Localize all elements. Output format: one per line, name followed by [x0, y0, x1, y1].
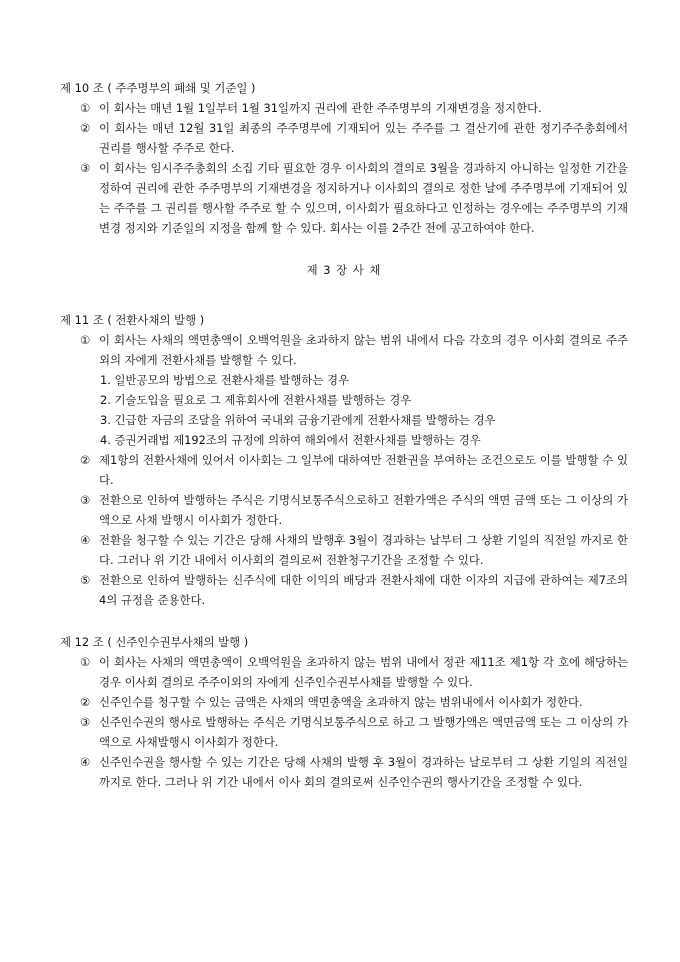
article-12-paragraph-2	[60, 692, 628, 712]
article-10-paragraph-1	[60, 98, 628, 118]
paragraph-text: 신주인수권의 행사로 발행하는 주식은 기명식보통주식으로 하고 그 발행가액은 액면금액 또는 그 이상의 가액으로 사채발행시 이사회가 정한다.	[99, 715, 628, 749]
article-11-item-3: 3. 긴급한 자금의 조달을 위하여 국내외 금융기관에게 전환사채를 발행하는 경우	[100, 413, 496, 427]
article-10-paragraph-2	[60, 118, 628, 158]
paragraph-number: ②	[80, 695, 91, 709]
paragraph-number: ③	[80, 715, 91, 729]
paragraph-number: ①	[80, 333, 91, 347]
paragraph-text: 이 회사는 임시주주총회의 소집 기타 필요한 경우 이사회의 결의로 3월을 경과하지 아니하는 일정한 기간을 정하여 권리에 관한 주주명부의 기재변경을 정지하거나 이사회의 결의로 정한 날에 주주명부에 기재되어 있는 주주를 그 권리를 행사할 주주로 할 수 있으며, 이사회가 필요하다고 인정하는 경우에는 주주명부의 기재변경 정지와 기준일의 지정을 함께 할 수 있다. 회사는 이를 2주간 전에 공고하여야 한다.	[99, 161, 628, 235]
paragraph-text: 이 회사는 사채의 액면총액이 오백억원을 초과하지 않는 범위 내에서 다음 각호의 경우 이사회 결의로 주주외의 자에게 전환사채를 발행할 수 있다.	[99, 333, 628, 367]
article-11-title: 제 11 조 ( 전환사채의 발행 )	[60, 313, 205, 327]
article-11-item-4: 4. 증권거래법 제192조의 규정에 의하여 해외에서 전환사채를 발행하는 경우	[100, 433, 481, 447]
paragraph-number: ③	[80, 161, 91, 175]
paragraph-text: 이 회사는 매년 1월 1일부터 1월 31일까지 권리에 관한 주주명부의 기재변경을 정지한다.	[99, 101, 542, 115]
article-11-paragraph-2	[60, 450, 628, 490]
paragraph-number: ③	[80, 493, 91, 507]
paragraph-number: ②	[80, 121, 91, 135]
article-12-paragraph-3	[60, 712, 628, 752]
paragraph-text: 제1항의 전환사채에 있어서 이사회는 그 일부에 대하여만 전환권을 부여하는 조건으로도 이를 발행할 수 있다.	[99, 453, 628, 487]
article-12-paragraph-4	[60, 752, 628, 792]
paragraph-number: ①	[80, 655, 91, 669]
paragraph-text: 전환으로 인하여 발행하는 주식은 기명식보통주식으로하고 전환가액은 주식의 액면 금액 또는 그 이상의 가액으로 사채 발행시 이사회가 정한다.	[99, 493, 628, 527]
paragraph-text: 이 회사는 사채의 액면총액이 오백억원을 초과하지 않는 범위 내에서 정관 제11조 제1항 각 호에 해당하는 경우 이사회 결의로 주주이외의 자에게 신주인수권부사채를 발행할 수 있다.	[99, 655, 628, 689]
article-11-paragraph-3	[60, 490, 628, 530]
paragraph-text: 신주인수권을 행사할 수 있는 기간은 당해 사채의 발행 후 3월이 경과하는 날로부터 그 상환 기일의 직전일 까지로 한다. 그러나 위 기간 내에서 이사 회의 결의로써 신주인수권의 행사기간을 조정할 수 있다.	[99, 755, 628, 789]
chapter-3-heading: 제 3 장 사 채	[306, 263, 382, 277]
paragraph-number: ②	[80, 453, 91, 467]
section-spacer	[60, 610, 628, 632]
paragraph-number: ⑤	[80, 573, 91, 587]
paragraph-number: ④	[80, 533, 91, 547]
paragraph-number: ①	[80, 101, 91, 115]
article-11-paragraph-4	[60, 530, 628, 570]
paragraph-text: 신주인수를 청구할 수 있는 금액은 사채의 액면총액을 초과하지 않는 범위내에서 이사회가 정한다.	[99, 695, 583, 709]
article-10-title: 제 10 조 ( 주주명부의 폐쇄 및 기준일 )	[60, 81, 256, 95]
paragraph-text: 전환을 청구할 수 있는 기간은 당해 사채의 발행후 3월이 경과하는 날부터 그 상환 기일의 직전일 까지로 한다. 그러나 위 기간 내에서 이사회의 결의로써 전환청구기간을 조정할 수 있다.	[99, 533, 628, 567]
article-11-item-2: 2. 기술도입을 필요로 그 제휴회사에 전환사채를 발행하는 경우	[100, 393, 412, 407]
article-11-item-1: 1. 일반공모의 방법으로 전환사채를 발행하는 경우	[100, 373, 350, 387]
article-11-paragraph-1	[60, 330, 628, 370]
article-11-paragraph-5	[60, 570, 628, 610]
paragraph-text: 전환으로 인하여 발행하는 신주식에 대한 이익의 배당과 전환사채에 대한 이자의 지급에 관하여는 제7조의 4의 규정을 준용한다.	[99, 573, 628, 607]
paragraph-number: ④	[80, 755, 91, 769]
article-12-paragraph-1	[60, 652, 628, 692]
paragraph-text: 이 회사는 매년 12월 31일 최종의 주주명부에 기재되어 있는 주주를 그 결산기에 관한 정기주주총회에서 권리를 행사할 주주로 한다.	[99, 121, 628, 155]
article-12-title: 제 12 조 ( 신주인수권부사채의 발행 )	[60, 635, 249, 649]
article-10-paragraph-3	[60, 158, 628, 238]
